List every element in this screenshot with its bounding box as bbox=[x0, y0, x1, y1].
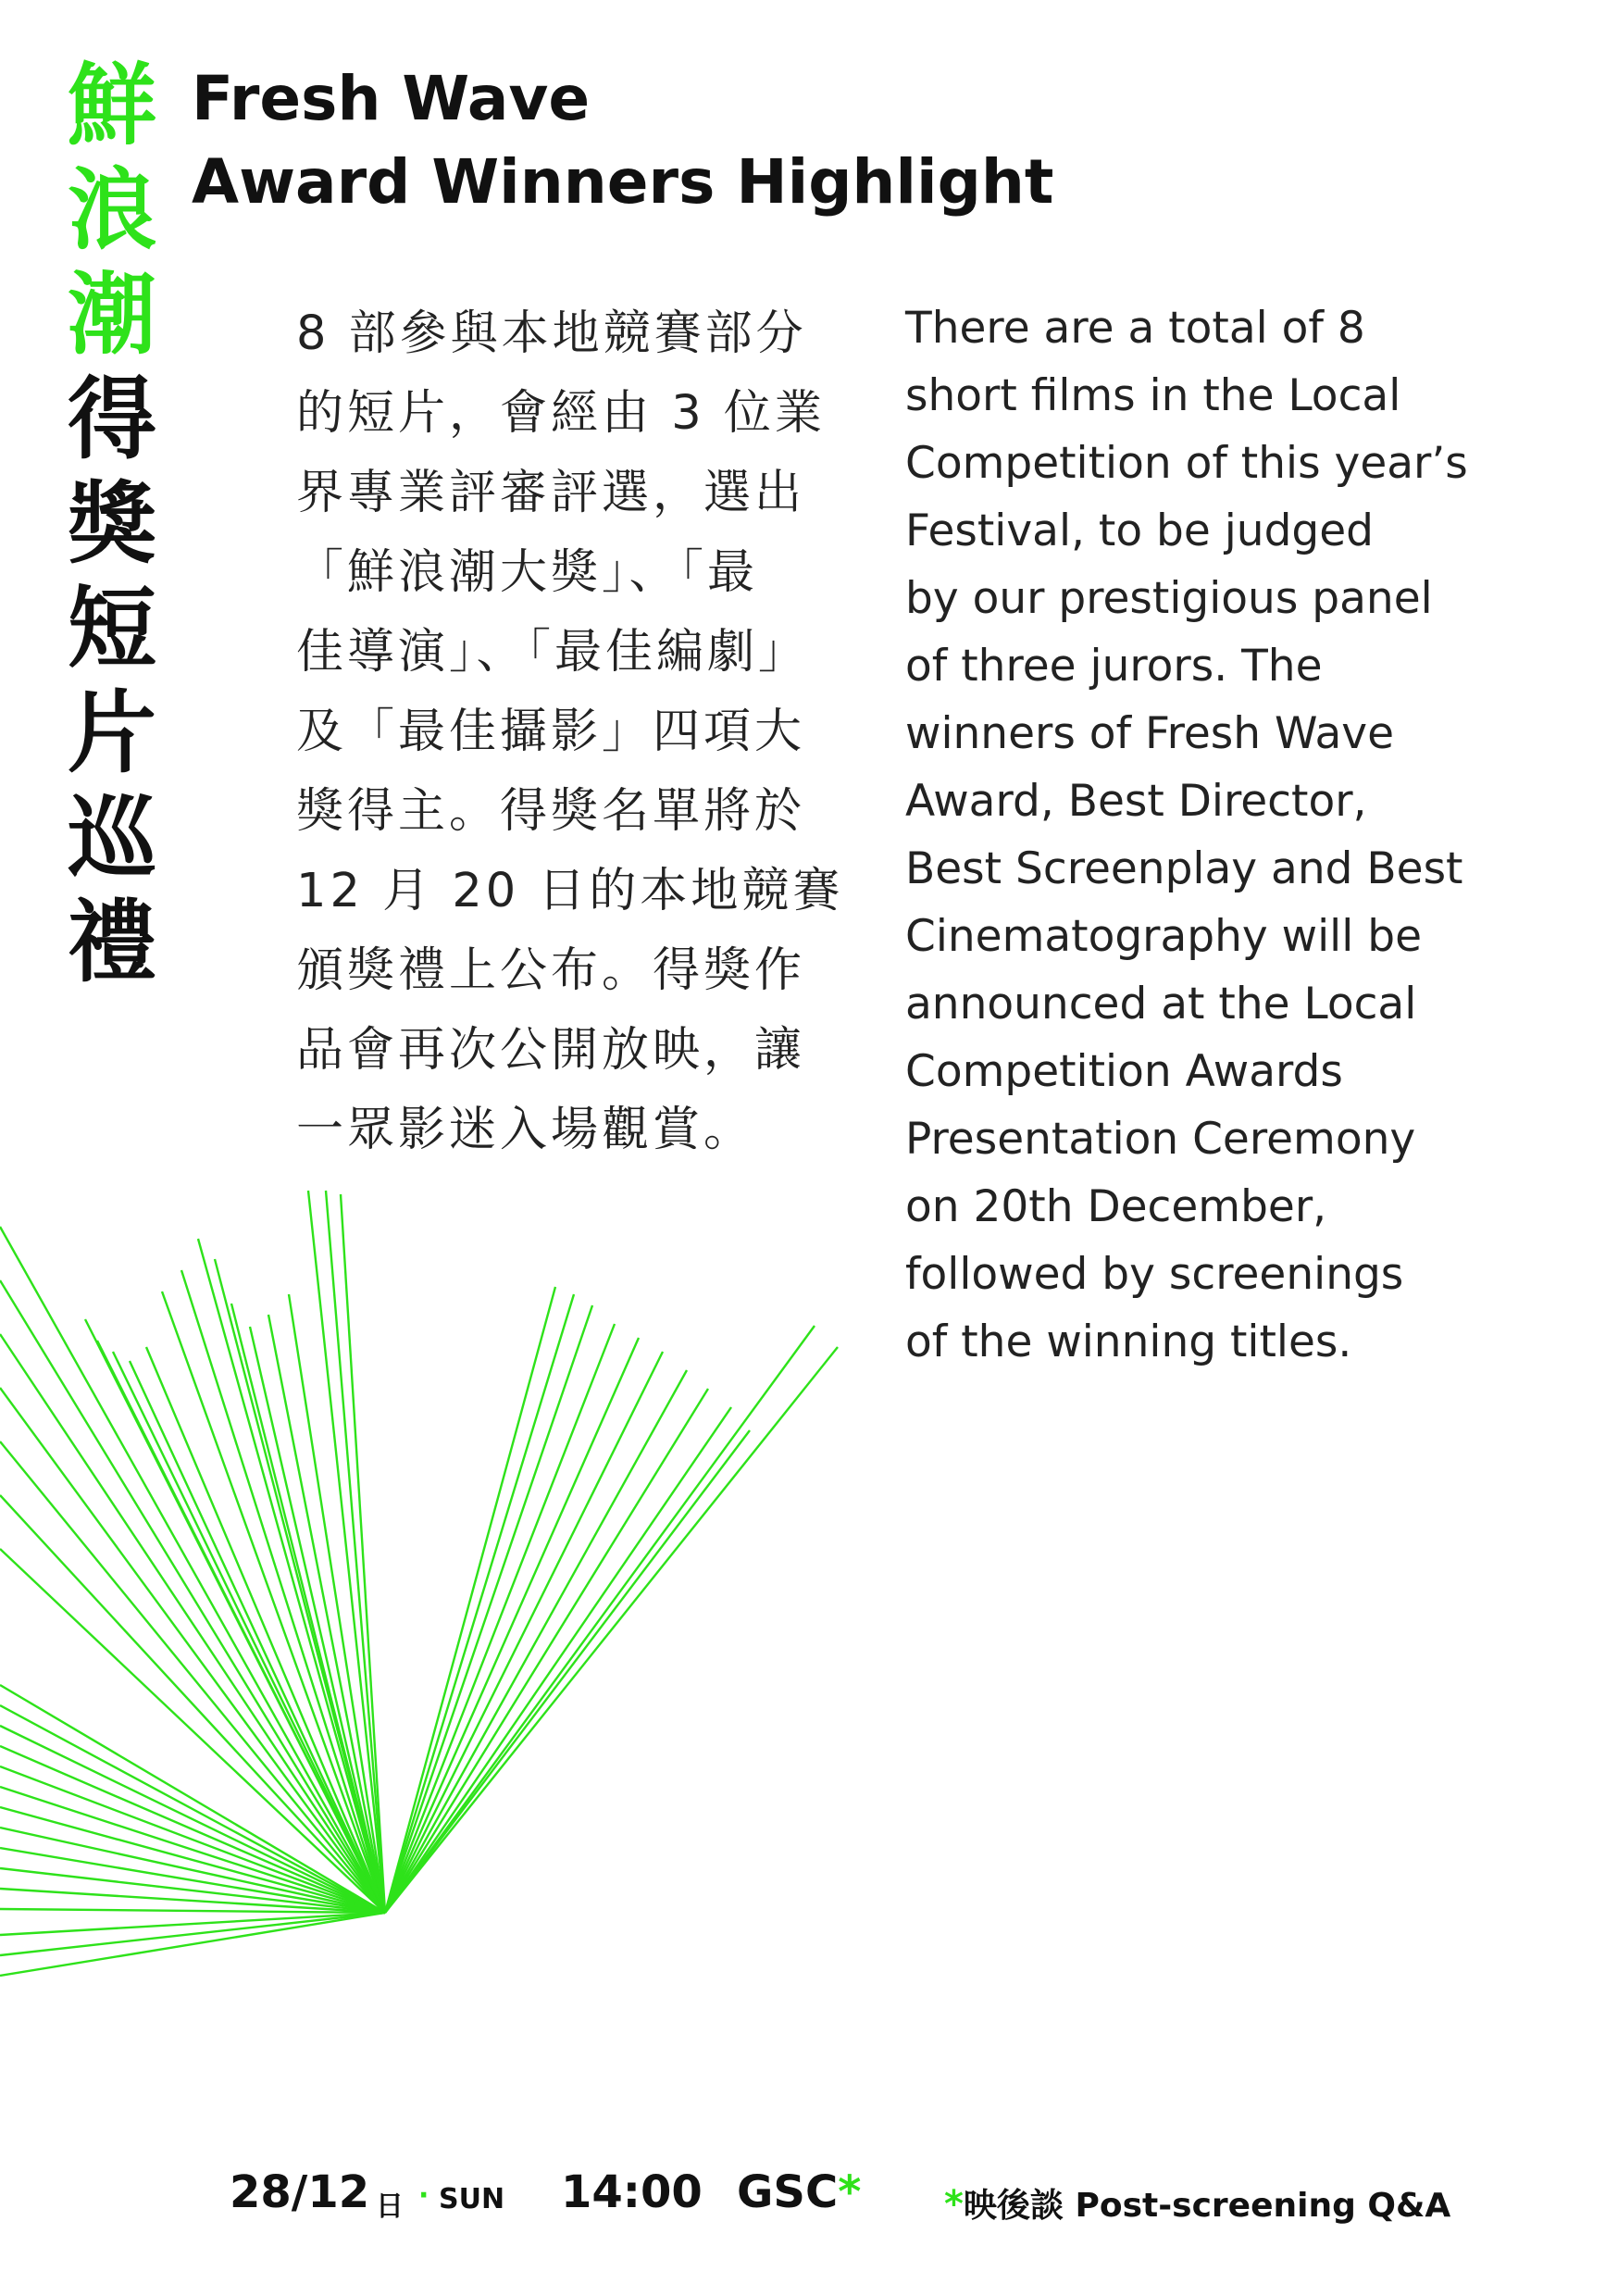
title-char: 禮 bbox=[68, 891, 156, 994]
screening-venue bbox=[737, 2166, 861, 2222]
ray-line bbox=[146, 1347, 385, 1913]
ray-line bbox=[0, 1441, 385, 1913]
title-char: 短 bbox=[68, 577, 156, 680]
ray-line bbox=[0, 1913, 385, 1935]
title-char: 鮮 bbox=[68, 54, 156, 157]
chinese-line: 8 部參與本地競賽部分 bbox=[296, 306, 807, 361]
chinese-line: 頒獎禮上公布。得獎作 bbox=[296, 943, 806, 998]
separator-dot: · bbox=[418, 2179, 429, 2212]
ray-line bbox=[385, 1347, 838, 1913]
chinese-line: 及「最佳攝影」四項大 bbox=[296, 705, 806, 759]
screening-time: 14:00 bbox=[561, 2166, 703, 2218]
vertical-chinese-title bbox=[61, 54, 163, 995]
english-line: of the winning titles. bbox=[905, 1316, 1352, 1367]
title-char: 片 bbox=[68, 681, 156, 785]
english-title-line-1: Fresh Wave bbox=[192, 63, 591, 134]
title-char: 巡 bbox=[68, 786, 156, 890]
english-title-line-2: Award Winners Highlight bbox=[192, 146, 1054, 218]
asterisk-icon: * bbox=[838, 2166, 862, 2218]
ray-line bbox=[0, 1388, 385, 1913]
post-screening-note bbox=[944, 2179, 1450, 2235]
ray-line bbox=[385, 1294, 574, 1913]
english-line: Competition of this year’s bbox=[905, 438, 1468, 489]
ray-line bbox=[0, 1334, 385, 1913]
chinese-line: 的短片，會經由 3 位業 bbox=[296, 386, 826, 441]
english-line: announced at the Local bbox=[905, 979, 1417, 1029]
english-line: winners of Fresh Wave bbox=[905, 708, 1395, 759]
title-char: 潮 bbox=[68, 263, 156, 367]
english-description bbox=[905, 294, 1468, 1376]
english-line: Presentation Ceremony bbox=[905, 1114, 1416, 1165]
chinese-line: 品會再次公開放映，讓 bbox=[296, 1023, 806, 1078]
asterisk-icon: * bbox=[944, 2183, 964, 2226]
screening-date: 28/12 bbox=[230, 2166, 370, 2218]
ray-line bbox=[0, 1913, 385, 1976]
english-line: Best Screenplay and Best bbox=[905, 843, 1463, 894]
chinese-description bbox=[296, 294, 842, 1170]
ray-line bbox=[113, 1352, 385, 1913]
english-line: by our prestigious panel bbox=[905, 573, 1433, 624]
title-char: 浪 bbox=[68, 158, 156, 262]
title-char: 得 bbox=[68, 368, 156, 471]
chinese-line: 界專業評審評選，選出 bbox=[296, 466, 806, 520]
ray-line bbox=[231, 1304, 385, 1913]
screening-day-zh: 日 bbox=[376, 2190, 404, 2223]
english-line: There are a total of 8 bbox=[905, 303, 1365, 354]
english-line: of three jurors. The bbox=[905, 641, 1323, 692]
english-line: followed by screenings bbox=[905, 1249, 1404, 1300]
english-line: Award, Best Director, bbox=[905, 776, 1367, 827]
ray-line bbox=[385, 1430, 750, 1913]
venue-name: GSC bbox=[737, 2166, 839, 2218]
ray-line bbox=[385, 1326, 815, 1913]
english-line: on 20th December, bbox=[905, 1181, 1327, 1232]
ray-line bbox=[385, 1407, 731, 1913]
english-line: Cinematography will be bbox=[905, 911, 1422, 962]
chinese-line: 一眾影迷入場觀賞。 bbox=[296, 1103, 755, 1157]
ray-line bbox=[385, 1287, 555, 1913]
chinese-line: 「鮮浪潮大獎」、「最 bbox=[296, 545, 759, 600]
title-char: 獎 bbox=[68, 472, 156, 576]
chinese-line: 獎得主。得獎名單將於 bbox=[296, 784, 806, 839]
ray-line bbox=[0, 1807, 385, 1913]
ray-line bbox=[385, 1338, 639, 1913]
ray-line bbox=[0, 1913, 385, 1955]
english-title bbox=[192, 57, 1053, 224]
screening-day-en: SUN bbox=[439, 2183, 505, 2215]
ray-line bbox=[385, 1389, 708, 1913]
english-line: short films in the Local bbox=[905, 370, 1401, 421]
post-screening-label: 映後談 Post-screening Q&A bbox=[963, 2187, 1451, 2225]
chinese-line: 12 月 20 日的本地競賽 bbox=[296, 864, 844, 918]
ray-line bbox=[385, 1324, 615, 1913]
ray-line bbox=[385, 1352, 663, 1913]
chinese-line: 佳導演」、「最佳編劇」 bbox=[296, 625, 810, 680]
ray-line bbox=[385, 1305, 592, 1913]
english-line: Festival, to be judged bbox=[905, 505, 1374, 556]
ray-line bbox=[250, 1327, 385, 1913]
ray-line bbox=[289, 1294, 385, 1913]
ray-line bbox=[0, 1746, 385, 1913]
english-line: Competition Awards bbox=[905, 1046, 1343, 1097]
ray-line bbox=[385, 1370, 687, 1913]
